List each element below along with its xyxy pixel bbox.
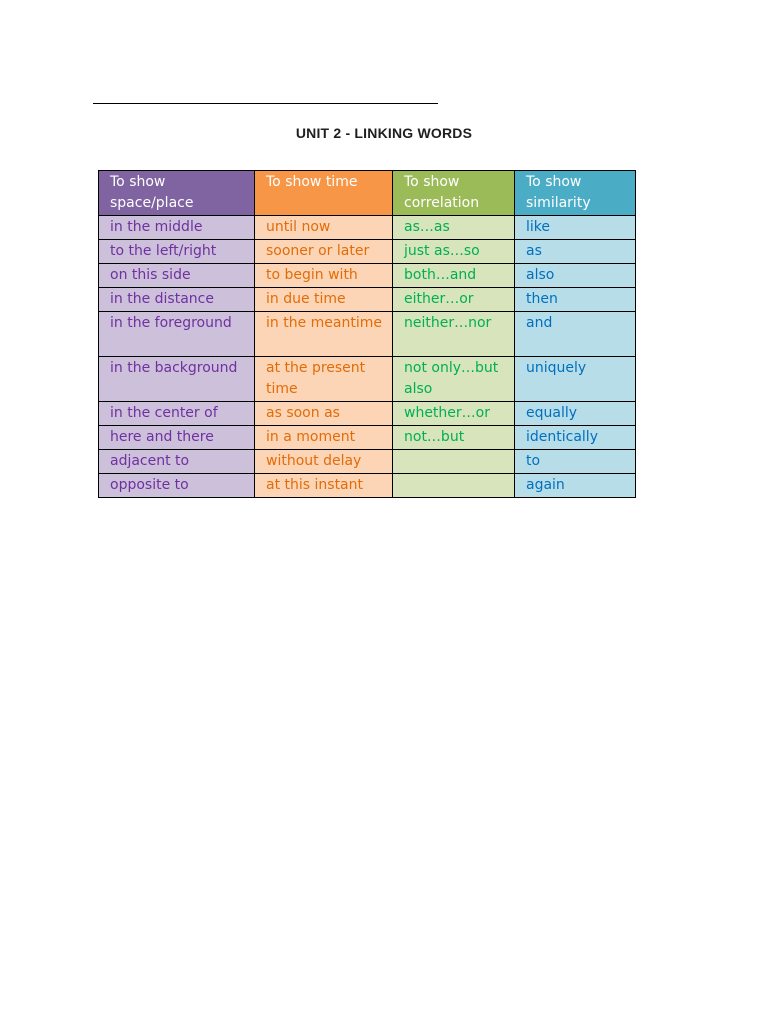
similarity-cell: to [515,450,636,474]
correlation-cell: just as…so [393,240,515,264]
space-cell: to the left/right [99,240,255,264]
correlation-cell-empty [393,450,515,474]
document-title: UNIT 2 - LINKING WORDS [295,125,473,141]
similarity-cell: equally [515,402,636,426]
table-row [99,474,636,498]
similarity-cell: again [515,474,636,498]
table-row [99,216,636,240]
time-cell: in a moment [255,426,393,450]
correlation-cell: not…but [393,426,515,450]
similarity-cell: also [515,264,636,288]
space-cell: in the background [99,357,255,402]
space-cell: adjacent to [99,450,255,474]
correlation-cell: not only…but also [393,357,515,402]
table-row [99,426,636,450]
time-cell: at this instant [255,474,393,498]
time-cell: at the present time [255,357,393,402]
similarity-cell: then [515,288,636,312]
time-cell: until now [255,216,393,240]
linking-words-table [98,170,636,498]
table-header-row [99,171,636,216]
space-cell: here and there [99,426,255,450]
correlation-cell: whether…or [393,402,515,426]
time-cell: without delay [255,450,393,474]
table-row [99,357,636,402]
table-row [99,240,636,264]
similarity-cell: uniquely [515,357,636,402]
space-cell: in the middle [99,216,255,240]
space-cell: opposite to [99,474,255,498]
table-row [99,450,636,474]
time-cell: sooner or later [255,240,393,264]
header-space-place: To show space/place [99,171,255,216]
name-blank-line [93,103,438,104]
space-cell: in the distance [99,288,255,312]
table-row [99,312,636,357]
table-row [99,402,636,426]
correlation-cell: neither…nor [393,312,515,357]
time-cell: to begin with [255,264,393,288]
similarity-cell: as [515,240,636,264]
correlation-cell: as…as [393,216,515,240]
similarity-cell: like [515,216,636,240]
time-cell: in due time [255,288,393,312]
correlation-cell: either…or [393,288,515,312]
header-time: To show time [255,171,393,216]
correlation-cell-empty [393,474,515,498]
table-row [99,288,636,312]
similarity-cell: identically [515,426,636,450]
time-cell: in the meantime [255,312,393,357]
space-cell: on this side [99,264,255,288]
similarity-cell: and [515,312,636,357]
time-cell: as soon as [255,402,393,426]
header-correlation: To show correlation [393,171,515,216]
space-cell: in the center of [99,402,255,426]
table-row [99,264,636,288]
correlation-cell: both…and [393,264,515,288]
header-similarity: To show similarity [515,171,636,216]
space-cell: in the foreground [99,312,255,357]
